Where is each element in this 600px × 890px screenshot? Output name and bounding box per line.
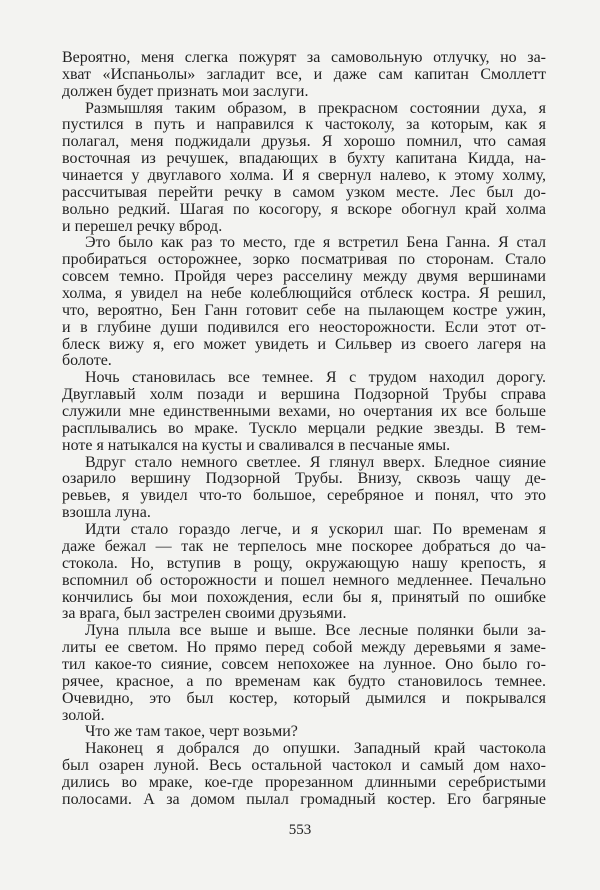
- text-line: был озарен луной. Весь остальной частокол и самый дом нахо-: [62, 757, 546, 775]
- text-line: ревьев, я увидел что-то большое, серебряное и понял, что это: [62, 487, 546, 505]
- text-line: Вероятно, меня слегка пожурят за самовольную отлучку, но за-: [62, 49, 546, 66]
- text-line: и перешел речку вброд.: [62, 217, 223, 235]
- text-line: литы ее светом. Но прямо перед собой между деревьями я заме-: [62, 639, 546, 657]
- paragraph: [62, 50, 546, 101]
- text-line: восточная из речушек, впадающих в бухту капитана Кидда, на-: [62, 150, 546, 168]
- text-line: золой.: [62, 706, 105, 724]
- paragraph: [62, 455, 546, 522]
- text-line: дились во мраке, кое-где прорезанном длинными серебристыми: [62, 773, 546, 791]
- paragraph: [62, 741, 546, 808]
- text-line: Очевидно, это был костер, который дымился и покрывался: [62, 689, 546, 707]
- text-line: хват «Испаньолы» загладит все, и даже сам капитан Смоллетт: [62, 65, 546, 83]
- paragraph: [62, 235, 546, 370]
- text-line: Луна плыла все выше и выше. Все лесные полянки были за-: [85, 622, 546, 640]
- text-line: Размышляя таким образом, в прекрасном состоянии духа, я: [85, 99, 546, 117]
- text-line: пустился в путь и направился к частоколу, за которым, как я: [62, 116, 546, 134]
- text-line: стокола. Но, вступив в рощу, окружающую нашу крепость, я: [62, 554, 546, 572]
- text-line: Идти стало гораздо легче, и я ускорил шаг. По временам я: [85, 521, 546, 539]
- text-line: пробираться осторожнее, зорко посматривая по сторонам. Стало: [62, 251, 546, 269]
- text-line: рячее, красное, а по временам как будто становилось темнее.: [62, 672, 546, 690]
- text-line: озарило вершину Подзорной Трубы. Внизу, сквозь чащу де-: [62, 470, 546, 488]
- text-line: вольно редкий. Шагая по косогору, я вскоре обогнул край холма: [62, 200, 546, 218]
- paragraph: [62, 101, 546, 236]
- text-line: полосами. А за домом пылал громадный костер. Его багряные: [62, 790, 546, 808]
- text-line: блеск вижу я, его может увидеть и Сильвер из своего лагеря на: [62, 335, 546, 353]
- text-line: холма, я увидел на небе колеблющийся отблеск костра. Я решил,: [62, 285, 546, 303]
- text-line: Двуглавый холм позади и вершина Подзорной Трубы справа: [62, 386, 546, 404]
- text-line: ноте я натыкался на кусты и сваливался в песчаные ямы.: [62, 436, 451, 454]
- text-block: [62, 50, 546, 809]
- paragraph: [62, 522, 546, 623]
- text-line: болоте.: [62, 352, 112, 370]
- paragraph: [62, 623, 546, 724]
- text-line: должен будет признать мои заслуги.: [62, 82, 309, 100]
- text-line: чинается у двуглавого холма. И я свернул налево, к этому холму,: [62, 167, 546, 185]
- text-line: расплывались во мраке. Тускло мерцали редкие звезды. В тем-: [62, 419, 546, 437]
- text-line: кончились бы мои похождения, если бы я, принятый по ошибке: [62, 588, 546, 606]
- text-line: за врага, был застрелен своими друзьями.: [62, 605, 347, 623]
- text-line: Что же там такое, черт возьми?: [85, 723, 298, 741]
- text-line: полагал, меня поджидали друзья. Я хорошо помнил, что самая: [62, 133, 546, 151]
- page-number: 553: [288, 822, 312, 838]
- paragraph: [62, 370, 546, 454]
- text-line: служили мне единственными вехами, но очертания их все больше: [62, 403, 546, 421]
- text-line: Вдруг стало немного светлее. Я глянул вверх. Бледное сияние: [85, 453, 546, 471]
- text-line: вспомнил об осторожности и пошел немного медленнее. Печально: [62, 571, 546, 589]
- text-line: что, вероятно, Бен Ганн готовит себе на пылающем костре ужин,: [62, 301, 546, 319]
- text-line: Ночь становилась все темнее. Я с трудом находил дорогу.: [85, 369, 546, 387]
- paragraph: [62, 724, 546, 741]
- text-line: совсем темно. Пройдя через расселину между двумя вершинами: [62, 268, 546, 286]
- text-line: взошла луна.: [62, 504, 151, 522]
- text-line: даже бежал — так не терпелось мне поскорее добраться до ча-: [62, 537, 546, 555]
- text-line: Наконец я добрался до опушки. Западный край частокола: [85, 740, 546, 758]
- text-line: тил какое-то сияние, совсем непохожее на лунное. Оно было го-: [62, 655, 546, 673]
- text-line: рассчитывая перейти речку в самом узком месте. Лес был до-: [62, 183, 546, 201]
- text-line: Это было как раз то место, где я встретил Бена Ганна. Я стал: [85, 234, 546, 252]
- text-line: и в глубине души подивился его неосторожности. Если этот от-: [62, 318, 546, 336]
